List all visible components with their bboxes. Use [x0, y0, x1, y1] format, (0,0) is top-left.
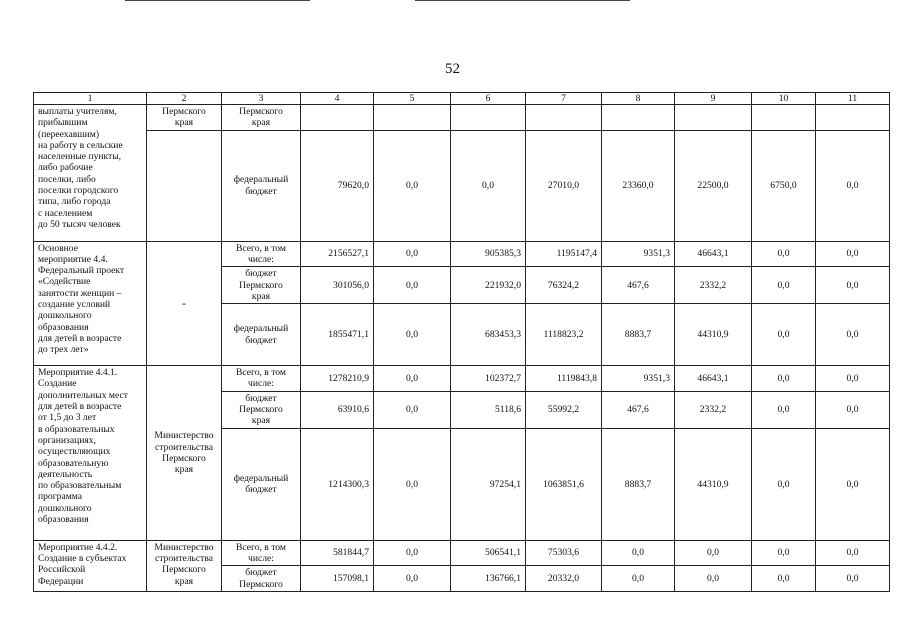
- value-cell: 0,0: [374, 428, 451, 540]
- scan-top-edge-right: [415, 0, 630, 1]
- measure-name: Основное мероприятие 4.4. Федеральный проект «Содействие занятости женщин – создание условий дошкольного образования для детей в возрасте до трех лет»: [34, 241, 147, 366]
- value-cell: 221932,0: [451, 267, 526, 304]
- value-cell: [752, 105, 816, 131]
- funding-source: федеральный бюджет: [222, 304, 301, 366]
- responsible-executor: Министерство строительства Пермского края: [147, 540, 222, 591]
- value-cell: [602, 105, 675, 131]
- value-cell: 1063851,6: [526, 428, 602, 540]
- value-cell: 1118823,2: [526, 304, 602, 366]
- funding-source: Пермского края: [222, 105, 301, 131]
- value-cell: 44310,9: [675, 304, 752, 366]
- value-cell: 467,6: [602, 267, 675, 304]
- value-cell: [675, 105, 752, 131]
- table-row: [34, 241, 890, 267]
- value-cell: 9351,3: [602, 241, 675, 267]
- value-cell: 97254,1: [451, 428, 526, 540]
- col-header: 9: [675, 93, 752, 105]
- value-cell: 2332,2: [675, 391, 752, 428]
- budget-table: [33, 92, 890, 592]
- value-cell: 27010,0: [526, 130, 602, 241]
- value-cell: 0,0: [816, 304, 890, 366]
- table-row: [34, 105, 890, 131]
- funding-source: Всего, в том числе:: [222, 241, 301, 267]
- table-row: [34, 130, 890, 241]
- funding-source: Всего, в том числе:: [222, 366, 301, 392]
- measure-name: Мероприятие 4.4.1. Создание дополнительных мест для детей в возрасте от 1,5 до 3 лет в образовательных организациях, осуществляющих образовательную деятельность по образовательным программа дошкольного образования: [34, 366, 147, 541]
- funding-source: федеральный бюджет: [222, 130, 301, 241]
- value-cell: [816, 105, 890, 131]
- value-cell: 1214300,3: [301, 428, 374, 540]
- measure-name: выплаты учителям, прибывшим (переехавшим) на работу в сельские населенные пункты, либо рабочие поселки, либо поселки городского типа, либо города с населением до 50 тысяч человек: [34, 105, 147, 242]
- col-header: 11: [816, 93, 890, 105]
- value-cell: 0,0: [374, 391, 451, 428]
- value-cell: 2156527,1: [301, 241, 374, 267]
- value-cell: 506541,1: [451, 540, 526, 566]
- value-cell: 0,0: [602, 540, 675, 566]
- value-cell: 0,0: [816, 540, 890, 566]
- funding-source: бюджет Пермского края: [222, 267, 301, 304]
- value-cell: 76324,2: [526, 267, 602, 304]
- value-cell: 0,0: [374, 566, 451, 592]
- value-cell: 0,0: [752, 241, 816, 267]
- col-header: 1: [34, 93, 147, 105]
- col-header: 4: [301, 93, 374, 105]
- value-cell: 0,0: [752, 540, 816, 566]
- measure-name: Мероприятие 4.4.2. Создание в субъектах Российской Федерации: [34, 540, 147, 591]
- value-cell: 0,0: [816, 566, 890, 592]
- value-cell: 0,0: [374, 540, 451, 566]
- value-cell: 8883,7: [602, 304, 675, 366]
- value-cell: 1855471,1: [301, 304, 374, 366]
- value-cell: 9351,3: [602, 366, 675, 392]
- value-cell: 0,0: [816, 391, 890, 428]
- scan-top-edge-left: [125, 0, 310, 1]
- value-cell: 5118,6: [451, 391, 526, 428]
- value-cell: 0,0: [374, 304, 451, 366]
- value-cell: 0,0: [816, 241, 890, 267]
- table-header-row: [34, 93, 890, 105]
- value-cell: 46643,1: [675, 366, 752, 392]
- value-cell: 55992,2: [526, 391, 602, 428]
- funding-source: бюджет Пермского: [222, 566, 301, 592]
- value-cell: 0,0: [752, 304, 816, 366]
- value-cell: 102372,7: [451, 366, 526, 392]
- value-cell: 0,0: [752, 366, 816, 392]
- value-cell: 0,0: [752, 391, 816, 428]
- value-cell: 905385,3: [451, 241, 526, 267]
- table-row: [34, 540, 890, 566]
- value-cell: 136766,1: [451, 566, 526, 592]
- value-cell: 0,0: [374, 241, 451, 267]
- value-cell: 0,0: [675, 566, 752, 592]
- value-cell: 75303,6: [526, 540, 602, 566]
- value-cell: 0,0: [816, 428, 890, 540]
- responsible-executor: -: [147, 241, 222, 366]
- value-cell: 0,0: [752, 566, 816, 592]
- value-cell: 1119843,8: [526, 366, 602, 392]
- col-header: 7: [526, 93, 602, 105]
- col-header: 10: [752, 93, 816, 105]
- value-cell: 0,0: [602, 566, 675, 592]
- value-cell: 683453,3: [451, 304, 526, 366]
- value-cell: [526, 105, 602, 131]
- value-cell: [451, 105, 526, 131]
- value-cell: 0,0: [675, 540, 752, 566]
- col-header: 3: [222, 93, 301, 105]
- funding-source: Всего, в том числе:: [222, 540, 301, 566]
- value-cell: 23360,0: [602, 130, 675, 241]
- col-header: 5: [374, 93, 451, 105]
- responsible-executor: [147, 130, 222, 241]
- col-header: 2: [147, 93, 222, 105]
- value-cell: 1195147,4: [526, 241, 602, 267]
- value-cell: 1278210,9: [301, 366, 374, 392]
- col-header: 8: [602, 93, 675, 105]
- value-cell: 0,0: [752, 428, 816, 540]
- responsible-executor: Пермского края: [147, 105, 222, 131]
- value-cell: 22500,0: [675, 130, 752, 241]
- value-cell: 0,0: [816, 130, 890, 241]
- value-cell: 0,0: [816, 267, 890, 304]
- value-cell: 44310,9: [675, 428, 752, 540]
- value-cell: 0,0: [374, 366, 451, 392]
- funding-source: федеральный бюджет: [222, 428, 301, 540]
- value-cell: 0,0: [752, 267, 816, 304]
- page-number: 52: [445, 61, 460, 77]
- value-cell: [374, 105, 451, 131]
- col-header: 6: [451, 93, 526, 105]
- value-cell: 46643,1: [675, 241, 752, 267]
- value-cell: 63910,6: [301, 391, 374, 428]
- value-cell: 581844,7: [301, 540, 374, 566]
- value-cell: 6750,0: [752, 130, 816, 241]
- value-cell: 20332,0: [526, 566, 602, 592]
- value-cell: 79620,0: [301, 130, 374, 241]
- value-cell: 2332,2: [675, 267, 752, 304]
- value-cell: 0,0: [816, 366, 890, 392]
- value-cell: 0,0: [451, 130, 526, 241]
- value-cell: [301, 105, 374, 131]
- value-cell: 8883,7: [602, 428, 675, 540]
- value-cell: 0,0: [374, 267, 451, 304]
- table-row: [34, 366, 890, 392]
- value-cell: 301056,0: [301, 267, 374, 304]
- funding-source: бюджет Пермского края: [222, 391, 301, 428]
- value-cell: 0,0: [374, 130, 451, 241]
- responsible-executor: Министерство строительства Пермского края: [147, 366, 222, 541]
- value-cell: 467,6: [602, 391, 675, 428]
- value-cell: 157098,1: [301, 566, 374, 592]
